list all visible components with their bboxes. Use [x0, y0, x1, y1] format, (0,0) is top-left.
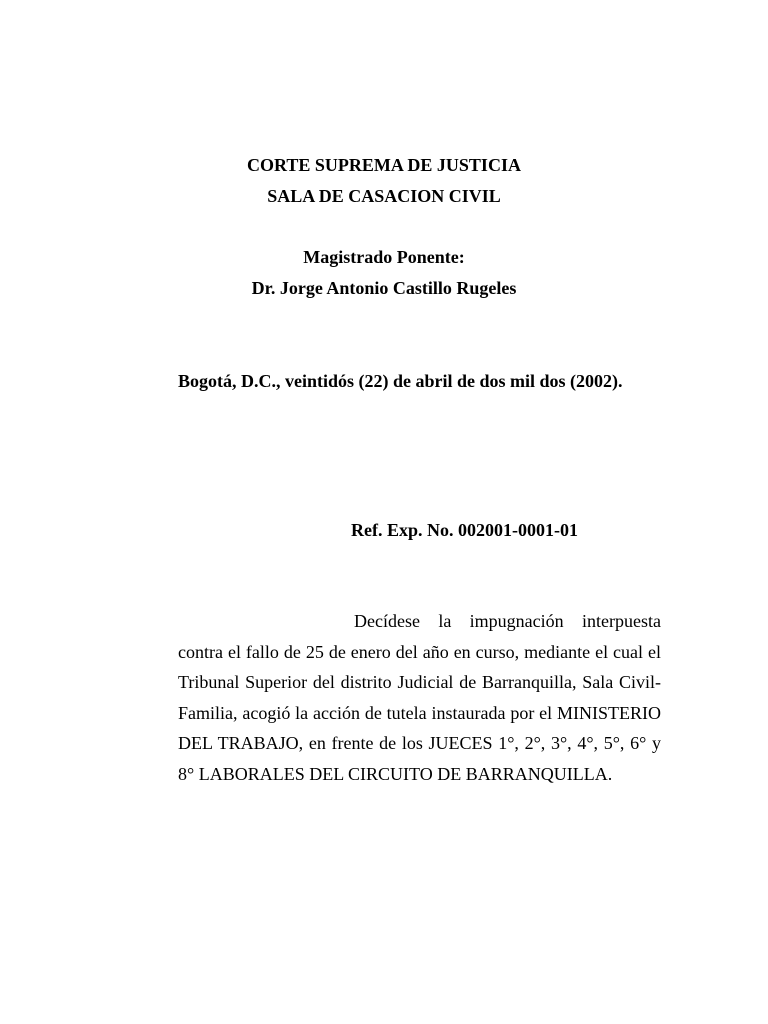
reference-number: Ref. Exp. No. 002001-0001-01 [351, 520, 578, 540]
magistrate-label: Magistrado Ponente: [303, 247, 465, 267]
date-line: Bogotá, D.C., veintidós (22) de abril de dos mil dos (2002). [178, 371, 623, 391]
court-title: CORTE SUPREMA DE JUSTICIA [247, 155, 521, 175]
magistrate-name: Dr. Jorge Antonio Castillo Rugeles [251, 278, 517, 298]
chamber-title: SALA DE CASACION CIVIL [267, 186, 501, 206]
body-paragraph: Decídese la impugnación interpuesta contra el fallo de 25 de enero del año en curso, mediante el cual el Tribunal Superior del distrito Judicial de Barranquilla, Sala Civil-Familia, acogió la acción de tutela instaurada por el MINISTERIO DEL TRABAJO, en frente de los JUECES 1°, 2°, 3°, 4°, 5°, 6° y 8° LABORALES DEL CIRCUITO DE BARRANQUILLA. [178, 611, 661, 784]
